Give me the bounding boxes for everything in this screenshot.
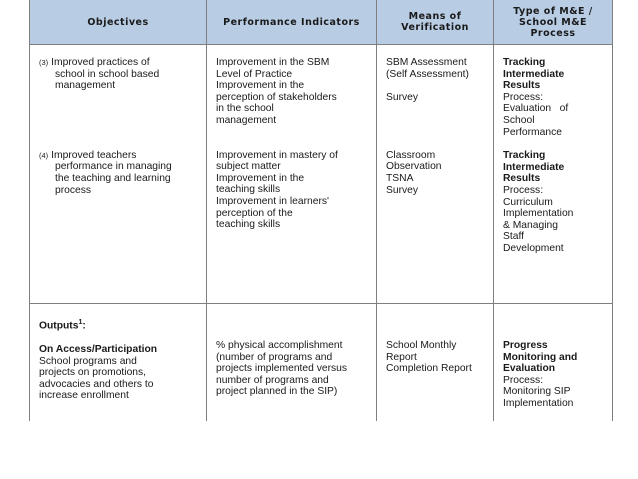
indicators-cell <box>207 45 377 304</box>
type-4-bold-0: Tracking <box>503 150 546 162</box>
outputs-type-plain-1: Monitoring SIP <box>503 386 571 398</box>
indicator-4-line-2: Improvement in the <box>216 172 305 184</box>
spacer <box>386 317 489 340</box>
indicator-3-line-4: in the school <box>216 103 274 115</box>
indicator-3-line-3: perception of stakeholders <box>216 91 337 103</box>
indicator-4-line-4: Improvement in learners' <box>216 195 329 207</box>
outputs-objectives-cell <box>30 304 207 422</box>
outputs-type-plain-2: Implementation <box>503 397 574 409</box>
indicator-3-line-1: Level of Practice <box>216 68 293 80</box>
header-objectives <box>30 0 207 45</box>
objective-4-line-0 <box>39 150 202 162</box>
indicator-4-line-1: subject matter <box>216 161 281 173</box>
objective-3-line-0 <box>39 57 202 69</box>
type-4-bold-1: Intermediate <box>503 161 565 173</box>
outputs-indicator-line-4: project planned in the SIP) <box>216 386 338 398</box>
verification-3-line-0: SBM Assessment <box>386 57 467 68</box>
verification-3-line-3: Survey <box>386 92 419 104</box>
spacer <box>216 317 372 340</box>
verification-4-line-1: Observation <box>386 161 442 173</box>
outputs-objective-line-0: School programs and <box>39 355 137 367</box>
spacer <box>216 127 372 150</box>
outputs-type-bold-2: Evaluation <box>503 363 556 375</box>
objective-4-line-1: performance in managing <box>55 161 172 173</box>
outputs-objective-line-2: advocacies and others to <box>39 378 154 390</box>
indicator-4-line-3: teaching skills <box>216 184 281 196</box>
type-3-plain-1: Evaluation of <box>503 103 569 115</box>
table <box>29 0 613 421</box>
spacer <box>386 104 489 150</box>
outputs-objective-line-3: increase enrollment <box>39 390 129 402</box>
outputs-label-colon: : <box>82 320 86 332</box>
outputs-verification-line-2: Completion Report <box>386 363 472 375</box>
type-4-bold-2: Results <box>503 173 541 185</box>
outputs-heading: On Access/Participation <box>39 344 158 356</box>
header-type-line3: Process <box>530 27 576 39</box>
verification-cell <box>377 45 494 304</box>
objective-4-line-3: process <box>55 184 92 196</box>
header-verification-line1: Means of <box>408 11 462 22</box>
type-3-bold-0: Tracking <box>503 57 546 68</box>
header-type <box>494 0 613 45</box>
type-4-plain-3: & Managing <box>503 219 558 231</box>
objective-3-line-2: management <box>55 80 116 92</box>
type-3-bold-1: Intermediate <box>503 68 565 80</box>
verification-4-line-2: TSNA <box>386 172 414 184</box>
verification-4-line-3: Survey <box>386 184 419 196</box>
outputs-row <box>30 304 613 422</box>
outputs-indicator-line-0: % physical accomplishment <box>216 340 343 351</box>
indicator-4-line-5: perception of the <box>216 207 293 219</box>
spacer <box>503 138 608 150</box>
header-type-line1: Type of M&E / <box>513 5 593 17</box>
spacer <box>386 80 489 92</box>
header-indicators <box>207 0 377 45</box>
outputs-indicator-line-1: (number of programs and <box>216 351 333 363</box>
outputs-label <box>39 317 202 332</box>
objective-3-number: (3) <box>39 58 49 67</box>
spacer <box>503 317 608 340</box>
header-verification <box>377 0 494 45</box>
header-verification-line2: Verification <box>401 22 469 33</box>
outputs-indicators-cell <box>207 304 377 422</box>
header-indicators-text: Performance Indicators <box>223 16 360 28</box>
outputs-objective-line-1: projects on promotions, <box>39 367 147 379</box>
verification-4-line-0: Classroom <box>386 149 436 161</box>
type-4-plain-1: Curriculum <box>503 196 553 208</box>
header-objectives-text: Objectives <box>87 16 149 28</box>
objectives-cell <box>30 45 207 304</box>
type-4-plain-0: Process: <box>503 184 544 196</box>
outputs-type-bold-0: Progress <box>503 340 548 351</box>
indicator-3-line-2: Improvement in the <box>216 80 305 92</box>
outputs-type-bold-1: Monitoring and <box>503 351 578 363</box>
type-4-plain-5: Development <box>503 242 564 254</box>
type-4-plain-4: Staff <box>503 231 524 243</box>
outputs-type-cell <box>494 304 613 422</box>
outputs-footnote-mark: 1 <box>78 319 83 326</box>
type-3-plain-2: School <box>503 114 535 126</box>
type-3-bold-2: Results <box>503 80 541 92</box>
objective-3-line-1: school in school based <box>55 68 160 80</box>
indicator-3-line-0: Improvement in the SBM <box>216 57 330 68</box>
indicator-4-line-6: teaching skills <box>216 219 281 231</box>
outputs-verification-line-1: Report <box>386 351 417 363</box>
objective-4-number: (4) <box>39 150 49 160</box>
objectives-row <box>30 45 613 304</box>
type-4-plain-2: Implementation <box>503 208 574 220</box>
objective-3-text-0: Improved practices of <box>51 57 150 68</box>
verification-3-line-1: (Self Assessment) <box>386 68 469 80</box>
me-framework-table <box>29 0 612 420</box>
type-3-plain-3: Performance <box>503 126 562 138</box>
outputs-verification-line-0: School Monthly <box>386 340 457 351</box>
spacer <box>39 92 202 150</box>
indicator-3-line-5: management <box>216 114 277 126</box>
outputs-indicator-line-3: number of programs and <box>216 374 329 386</box>
outputs-verification-cell <box>377 304 494 422</box>
type-cell <box>494 45 613 304</box>
outputs-indicator-line-2: projects implemented versus <box>216 363 348 375</box>
header-type-line2: School M&E <box>518 16 588 28</box>
indicator-4-line-0: Improvement in mastery of <box>216 149 338 161</box>
header-row <box>30 0 613 45</box>
objective-4-line-2: the teaching and learning <box>55 172 171 184</box>
outputs-type-plain-0: Process: <box>503 374 544 386</box>
type-3-plain-0: Process: <box>503 91 544 103</box>
objective-4-text-0: Improved teachers <box>51 149 137 161</box>
outputs-label-text: Outputs <box>39 320 79 332</box>
